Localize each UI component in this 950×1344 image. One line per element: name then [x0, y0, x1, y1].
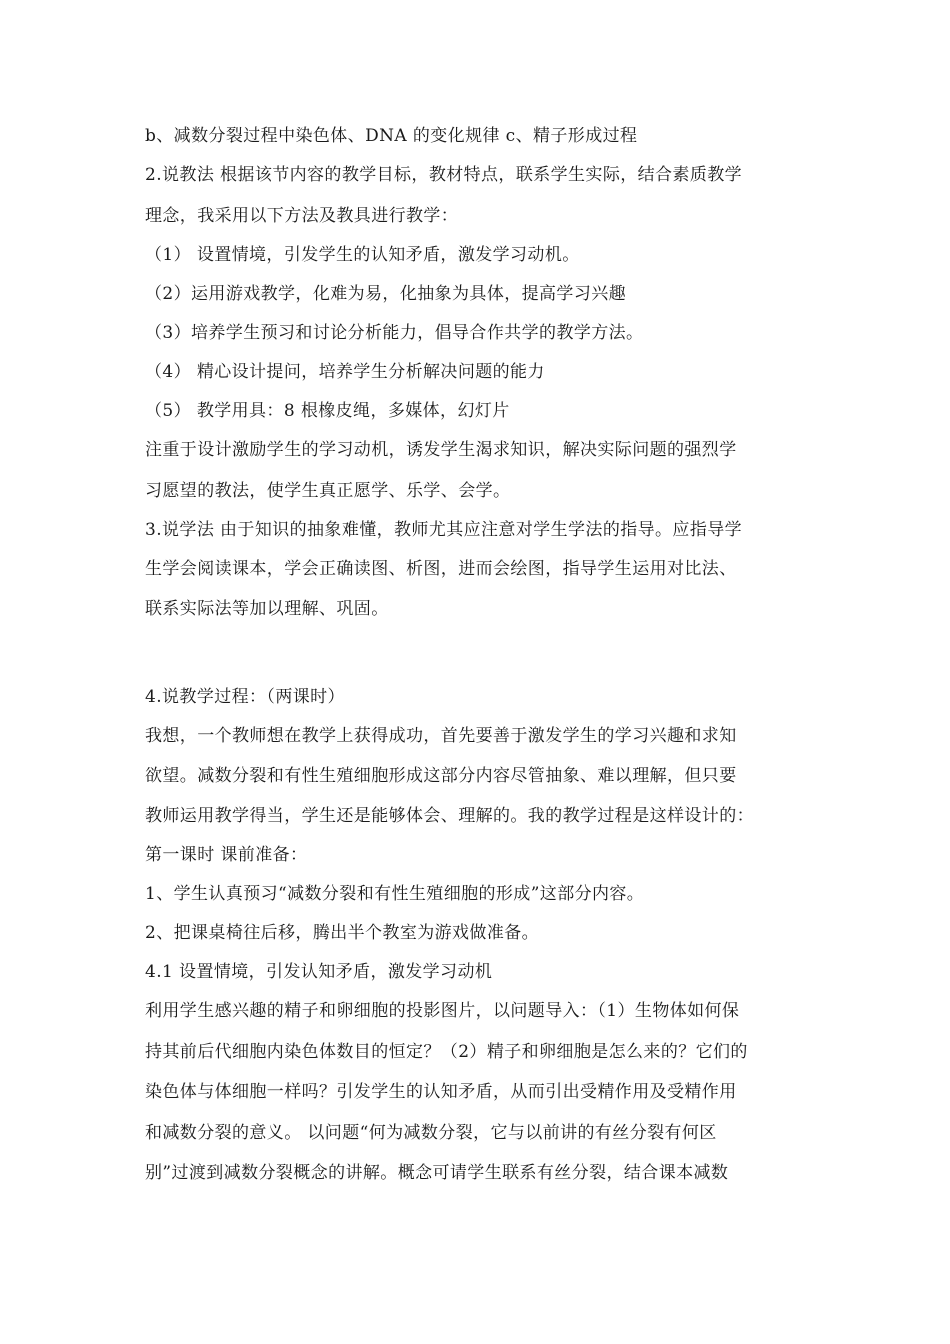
- text-line: 习愿望的教法，使学生真正愿学、乐学、会学。: [145, 481, 511, 501]
- text-line: 持其前后代细胞内染色体数目的恒定？（2）精子和卵细胞是怎么来的？它们的: [145, 1042, 748, 1062]
- list-item: （2）运用游戏教学，化难为易，化抽象为具体，提高学习兴趣: [145, 284, 627, 304]
- text-line: 和减数分裂的意义。 以问题“何为减数分裂，它与以前讲的有丝分裂有何区: [145, 1123, 717, 1143]
- text-line: 2.说教法 根据该节内容的教学目标，教材特点，联系学生实际，结合素质教学: [145, 165, 743, 185]
- text-line: 染色体与体细胞一样吗？引发学生的认知矛盾，从而引出受精作用及受精作用: [145, 1082, 737, 1102]
- list-item: 1、学生认真预习“减数分裂和有性生殖细胞的形成”这部分内容。: [145, 884, 645, 904]
- list-item: （5） 教学用具：8 根橡皮绳，多媒体，幻灯片: [145, 401, 510, 421]
- text-line: 3.说学法 由于知识的抽象难懂，教师尤其应注意对学生学法的指导。应指导学: [145, 520, 743, 540]
- text-line: b、减数分裂过程中染色体、DNA 的变化规律 c、精子形成过程: [145, 126, 638, 146]
- list-item: （4） 精心设计提问，培养学生分析解决问题的能力: [145, 362, 545, 382]
- text-line: 联系实际法等加以理解、巩固。: [145, 599, 389, 619]
- text-line: 利用学生感兴趣的精子和卵细胞的投影图片，以问题导入：（1）生物体如何保: [145, 1001, 740, 1021]
- text-line: 注重于设计激励学生的学习动机，诱发学生渴求知识，解决实际问题的强烈学: [145, 440, 737, 460]
- section-heading: 4.说教学过程：（两课时）: [145, 687, 345, 707]
- text-line: 第一课时 课前准备：: [145, 845, 308, 865]
- list-item: （1） 设置情境，引发学生的认知矛盾，激发学习动机。: [145, 245, 580, 265]
- section-heading: 4.1 设置情境，引发认知矛盾，激发学习动机: [145, 962, 493, 982]
- text-line: 别”过渡到减数分裂概念的讲解。概念可请学生联系有丝分裂，结合课本减数: [145, 1163, 729, 1183]
- text-line: 欲望。减数分裂和有性生殖细胞形成这部分内容尽管抽象、难以理解，但只要: [145, 766, 737, 786]
- list-item: 2、把课桌椅往后移，腾出半个教室为游戏做准备。: [145, 923, 540, 943]
- text-line: 生学会阅读课本，学会正确读图、析图，进而会绘图，指导学生运用对比法、: [145, 559, 737, 579]
- list-item: （3）培养学生预习和讨论分析能力，倡导合作共学的教学方法。: [145, 323, 644, 343]
- text-line: 理念，我采用以下方法及教具进行教学：: [145, 206, 459, 226]
- text-line: 我想，一个教师想在教学上获得成功，首先要善于激发学生的学习兴趣和求知: [145, 726, 737, 746]
- text-line: 教师运用教学得当，学生还是能够体会、理解的。我的教学过程是这样设计的：: [145, 806, 754, 826]
